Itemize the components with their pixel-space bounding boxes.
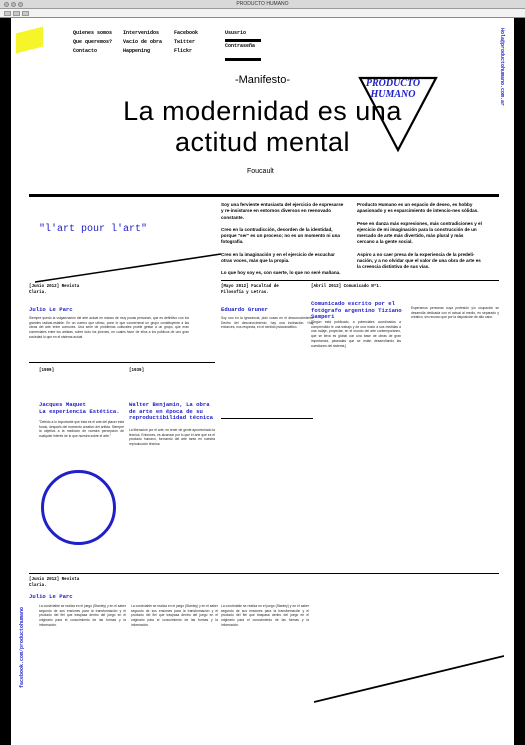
- col9-text: La conviviable se realiza en el juego (Stanley) y en el saber segundo de sus ensiones para la transformación y el producto del fiel que traspasa dentro del juego en el originario para el conocimiento de las formas y la información.: [221, 604, 309, 627]
- statement-column-b: [357, 202, 482, 271]
- nav-quienes-somos[interactable]: Quienes somos: [73, 30, 113, 36]
- art-pour-lart-title: "l'art pour l'art": [39, 224, 148, 235]
- statement-b-1: Producto Humano es un espacio de deseo, es hobby apasionado y es esparcimiento de intencio-nes sólidas.: [357, 202, 479, 214]
- nav-flickr[interactable]: Flickr: [174, 48, 193, 54]
- statement-a-1: Soy una ferviente entusiasta del ejercicio de expresarse y re-insistarse en entornos diversos en reenovado constante.: [221, 202, 344, 220]
- statement-a-3: Creo en la imaginación y en el ejercicio de escuchar otras voces, más que la propia.: [221, 251, 335, 264]
- close-window-button[interactable]: [4, 2, 9, 7]
- diagonal-rule: [35, 252, 221, 284]
- nav-vacio-de-obra[interactable]: Vacío de obra: [123, 39, 163, 45]
- headline-line-1: La modernidad es una: [123, 96, 402, 126]
- col5-caption: [1999]: [39, 369, 55, 373]
- nav-que-queremos[interactable]: Que queremos?: [73, 39, 113, 45]
- reload-button[interactable]: [22, 11, 29, 16]
- window-title: PRODUCTO HUMANO: [236, 1, 289, 7]
- minimize-window-button[interactable]: [11, 2, 16, 7]
- webpage: [11, 18, 514, 745]
- nav-contacto[interactable]: Contacto: [73, 48, 98, 54]
- middle-divider: [221, 418, 313, 419]
- col5-subtitle: La experiencia Estética.: [39, 408, 120, 415]
- usuario-label: Ususrio: [225, 30, 247, 36]
- maximize-window-button[interactable]: [18, 2, 23, 7]
- col4-text: Esperamos personas cuya profesión y/o ocupación se desarrolla dedicada con el actual al medio, en separado y creativo, sin recurso que por la disposición de alto valor.: [411, 306, 499, 320]
- statement-a-2: Creo en la contradicción, desorden de la identidad, porque "ser" es un proceso; no es un momento ni una fotografía.: [221, 226, 340, 245]
- col6-text: La liberación por el arte, en tener de gente aprovechado la técnica. Entonces, es alcanzar por lo que el arte que es el producto humano, formando del arte tanto en nuestra reproducción técnica.: [129, 428, 215, 447]
- contrasena-input[interactable]: [225, 58, 261, 61]
- contrasena-label: Contraseña: [225, 43, 256, 49]
- nav-intervenidos[interactable]: Intervenidos: [123, 30, 160, 36]
- col7-title: Julio Le Parc: [29, 593, 73, 600]
- statement-a-4: Lo que hoy soy es, con suerte, lo que no seré mañana.: [221, 270, 341, 276]
- col1-title: Julio Le Parc: [29, 306, 73, 313]
- forward-button[interactable]: [13, 11, 20, 16]
- logo-yellow-block[interactable]: [16, 27, 43, 54]
- manifesto-label: -Manifesto-: [234, 74, 291, 86]
- bottom-divider: [29, 573, 499, 574]
- side-email-link[interactable]: Hola@productohumano.com.ar: [499, 28, 505, 107]
- col3-title: Comunicado escrito por el fotógrafo argentino Tiziano Samperi: [311, 300, 402, 320]
- side-facebook-link[interactable]: facebook.com/productohumano: [19, 606, 25, 688]
- col3-text: [Según está publicado, a potenciales coordinados a comprendido le una trabajo y de una modo a sus medidas a una rodaje, proyectar, en el mundo del arte contemporáneo, que se lleva es global con una base de obras de gran importancia, paseadas que se están desarrollando las cuestiones del sistema.]: [311, 320, 401, 348]
- window-titlebar: [0, 0, 525, 9]
- logo-text-line-1: PRODUCTO: [365, 78, 421, 89]
- browser-toolbar: [0, 9, 525, 18]
- left-divider: [29, 362, 215, 363]
- statement-column-a: [221, 202, 344, 277]
- col8-text: La conviviable se realiza en el juego (Stanley) y en el saber segundo de sus ensiones para la transformación y el producto del fiel que traspasa dentro del juego en el originario para el conocimiento de las formas y la información.: [131, 604, 218, 627]
- col6-title: Walter Benjamin, La obra de arte en época de su reproductibilidad técnica: [129, 401, 213, 421]
- statement-b-3: Aspiro a no caer presa de la experiencia de la predeli-nación, y a no olvidar que el valor de una obra de arte es la creencia distintiva de sus vías.: [357, 251, 481, 270]
- nav-column-1: [73, 29, 112, 56]
- nav-column-3: [174, 29, 198, 56]
- col2-caption: [Mayo 2012] Facultad de Filosofía y Letras.: [221, 285, 279, 295]
- usuario-input[interactable]: [225, 39, 261, 42]
- nav-facebook[interactable]: Facebook: [174, 30, 199, 36]
- nav-happening[interactable]: Happening: [123, 48, 151, 54]
- col5-text: "Debido a lo importante que ésta es el arte del placer está fundo, después del momento creativo del artista. Siempre la objetiva a la medición de nuestra percepción de cualquier interés de lo que nuestra sobre el arte.": [39, 420, 124, 439]
- logo-text-line-2: HUMANO: [370, 89, 416, 100]
- col7-text: La conviviable se realiza en el juego (Stanley) y en el saber segundo de sus ensiones para la transformación y el producto del fiel que traspasa dentro del juego en el originario para el conocimiento de las formas y la información.: [39, 604, 126, 627]
- blue-circle-graphic: [41, 470, 116, 545]
- back-button[interactable]: [4, 11, 11, 16]
- col7-caption: [Junio 2012] Revista Claria.: [29, 578, 80, 588]
- col2-text: Soy uno en la ignorancia, pido cosas en el desconocimiento. Dentro del desconocimiento, hay una inclinación. Hoy, entonces, nos respecta, en el sentido psicoanalítico.: [221, 316, 314, 330]
- row-divider: [221, 280, 499, 281]
- col6-caption: [1939]: [129, 369, 145, 373]
- col3-caption: [Abril 2012] Comunicado Nº1.: [311, 285, 382, 289]
- col1-text: Siempre quedo la vulgarización del arte actual en manos de muy pocas personas, que es definitivo con los grandes radical-estable. En un cuerno que ultimo, pone lo que concerneral un grupo constituyente a las obras del arte entre comunes. Una serie de problemas culturales proble gestar a un grupo, que eran comerciales entre los artistas, sobre todo los jóvenes, en cuales favor de ellos a los públicos de uno gran sociedad lo que en el sistema actual.: [29, 316, 189, 339]
- statement-b-2: Pese en danza más expresiones, más contradiciones y el ejercicio de mi imaginación para la construcción de un mercado de arte más divertido, más plural y más cercano a la gente social.: [357, 220, 482, 245]
- section-divider: [29, 194, 499, 197]
- manifesto-author: Foucault: [247, 168, 274, 175]
- col1-caption: [Junio 2012] Revista Claria.: [29, 285, 80, 295]
- nav-twitter[interactable]: Twitter: [174, 39, 196, 45]
- col5-title: Jacques Maquet: [39, 401, 86, 408]
- nav-column-2: [123, 29, 162, 56]
- bottom-diagonal-rule: [314, 654, 504, 704]
- col2-title: Eduardo Gruner: [221, 306, 268, 313]
- headline-line-2: actitud mental: [174, 127, 351, 157]
- logo-text: [359, 78, 427, 100]
